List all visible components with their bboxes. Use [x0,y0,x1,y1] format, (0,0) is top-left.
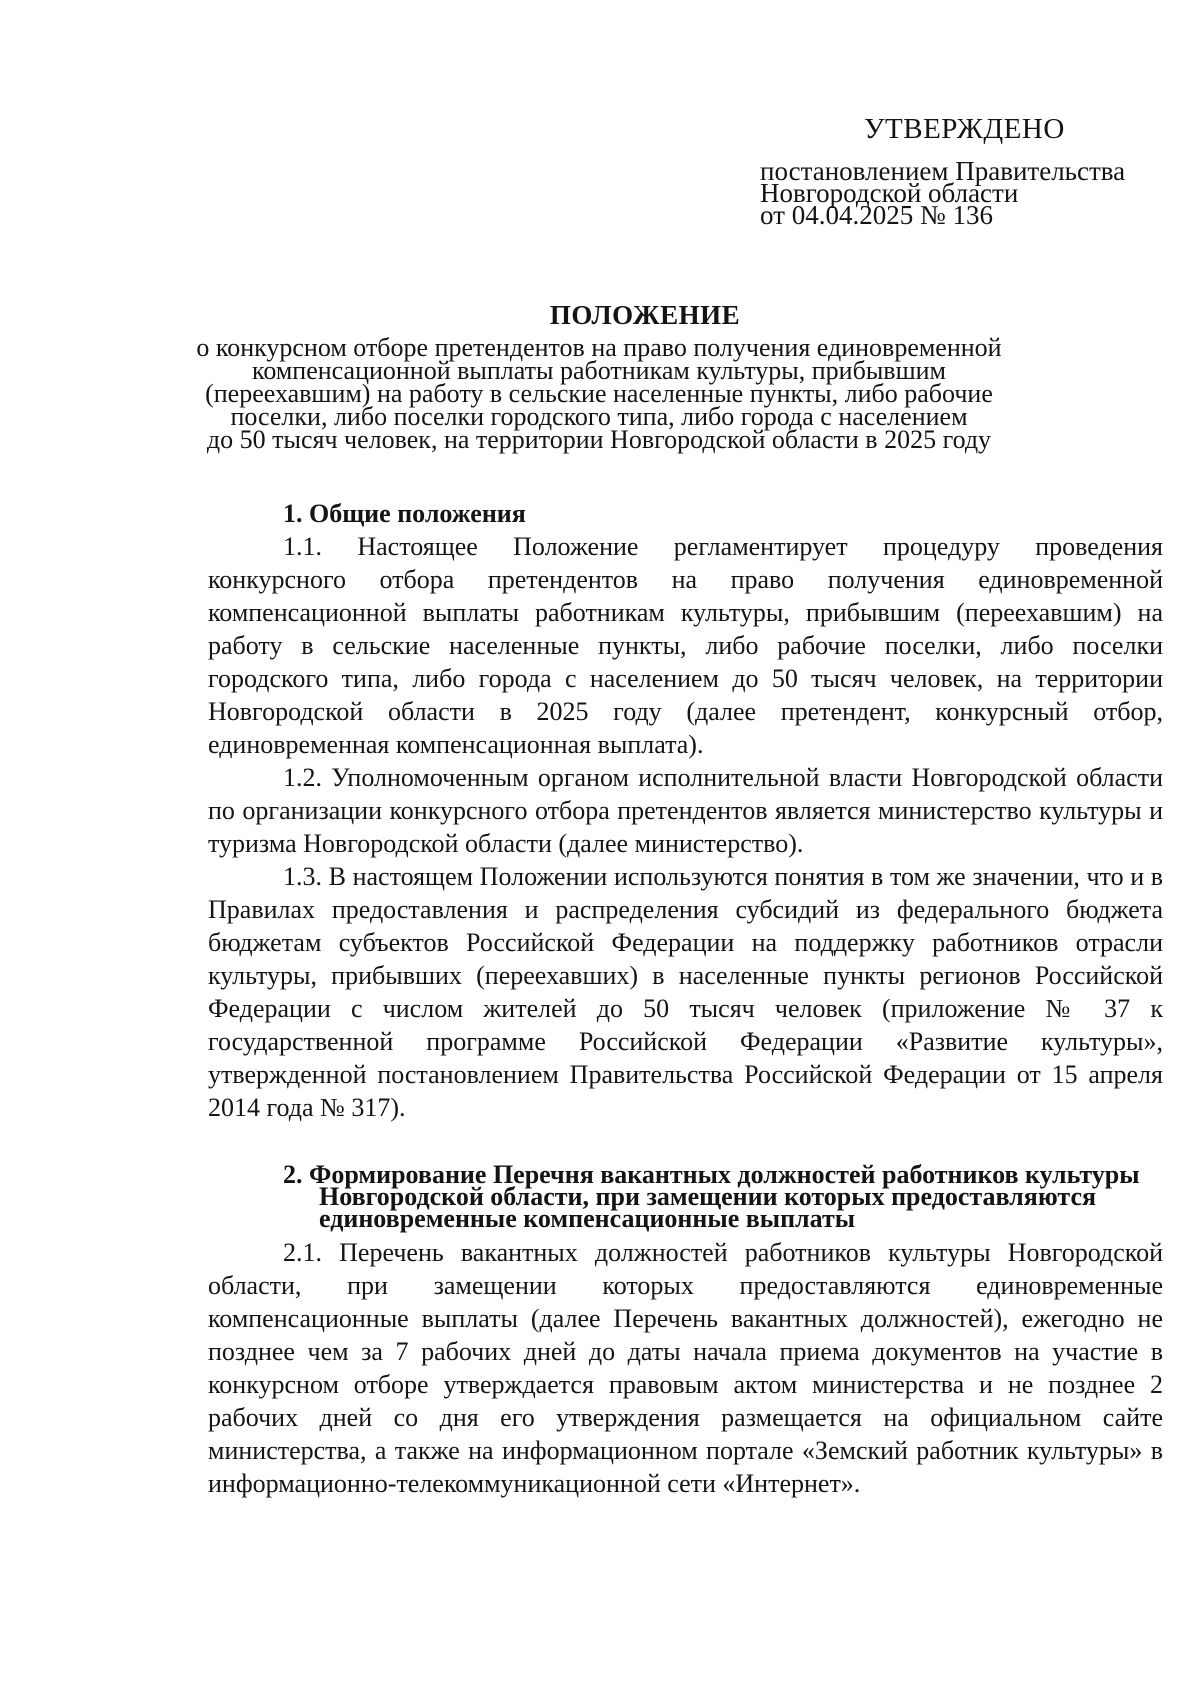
approval-title: УТВЕРЖДЕНО [864,113,1065,145]
paragraph-1-2: 1.2. Уполномоченным органом исполнительной власти Новгородской области по организации конкурсного отбора претендентов является министерство культуры и туризма Новгородской области (далее министерство). [208,763,1163,858]
subtitle-line-5: до 50 тысяч человек, на территории Новгородской области в 2025 году [206,425,992,454]
approval-line-2: Новгородской области [760,178,1019,208]
subtitle-line-1: о конкурсном отборе претендентов на право получения единовременной [196,333,1002,362]
paragraph-1-3: 1.3. В настоящем Положении используются понятия в том же значении, что и в Правилах предоставления и распределения субсидий из федерального бюджета бюджетам субъектов Российской Федерации на поддержку работников отрасли культуры, прибывших (переехавших) в населенные пункты регионов Российской Федерации с числом жителей до 50 тысяч человек (приложение № 37 к государственной программе Российской Федерации «Развитие культуры», утвержденной постановлением Правительства Российской Федерации от 15 апреля 2014 года № 317). [208,862,1163,1122]
paragraph-2-1: 2.1. Перечень вакантных должностей работников культуры Новгородской области, при замещении которых предоставляются единовременные компенсационные выплаты (далее Перечень вакантных должностей), ежегодно не позднее чем за 7 рабочих дней до даты начала приема документов на участие в конкурсном отборе утверждается правовым актом министерства и не позднее 2 рабочих дней со дня его утверждения размещается на официальном сайте министерства, а также на информационном портале «Земский работник культуры» в информационно-телекоммуникационной сети «Интернет». [208,1238,1163,1498]
subtitle-line-2: компенсационной выплаты работникам культуры, прибывшим [252,356,946,385]
approval-stamp [760,112,1180,230]
document-title-block [0,298,1200,454]
document-subtitle [0,333,1124,454]
paragraph-1-1: 1.1. Настоящее Положение регламентирует процедуру проведения конкурсного отбора претендентов на право получения единовременной компенсационной выплаты работникам культуры, прибывшим (переехавшим) на работу в сельские населенные пункты, либо рабочие поселки, либо поселки городского типа, либо города с населением до 50 тысяч человек, на территории Новгородской области в 2025 году (далее претендент, конкурсный отбор, единовременная компенсационная выплата). [208,532,1163,759]
subtitle-line-3: (переехавшим) на работу в сельские населенные пункты, либо рабочие [205,379,993,408]
subtitle-line-4: поселки, либо поселки городского типа, либо города с населением [230,402,968,431]
document-title: ПОЛОЖЕНИЕ [549,300,741,330]
approval-line-3: от 04.04.2025 № 136 [760,200,993,230]
approval-line-1: постановлением Правительства [760,156,1126,186]
document-body [208,498,1163,1500]
section-1-heading: 1. Общие положения [283,499,526,528]
section-2-heading: 2. Формирование Перечня вакантных должностей работников культуры Новгородской области, при замещении которых предоставляются единовременные компенсационные выплаты [283,1160,1140,1233]
